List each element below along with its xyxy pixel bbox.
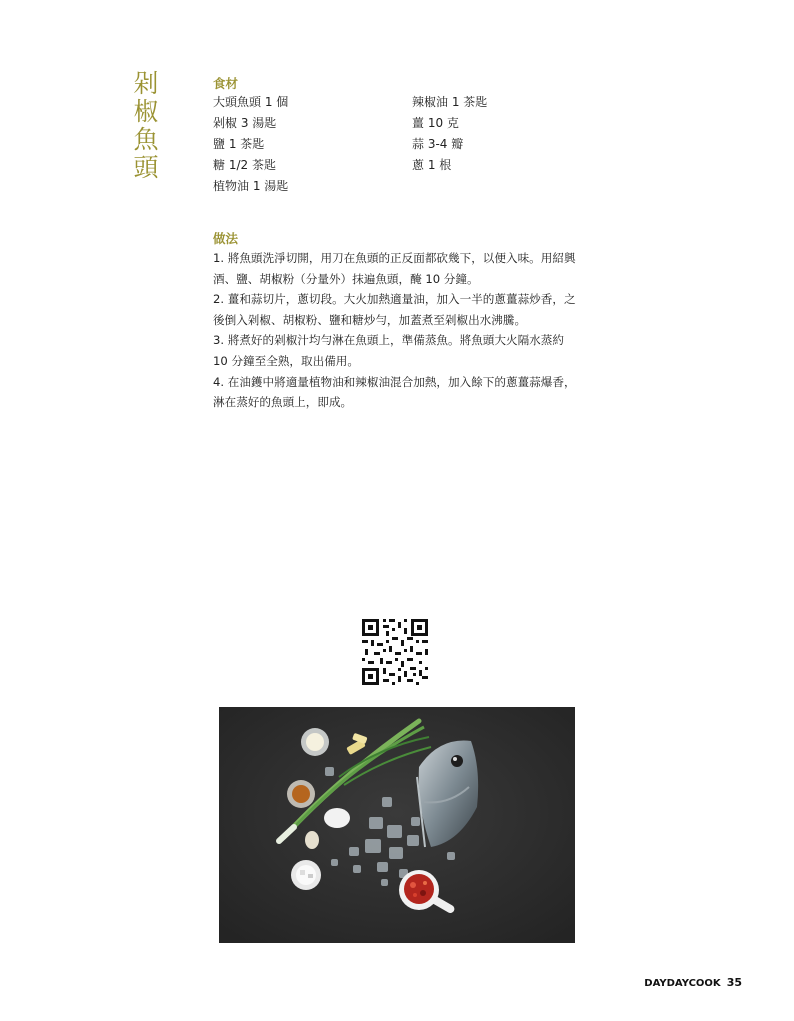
garlic-dish-icon: [291, 860, 321, 890]
ingredients-heading: 食材: [213, 76, 239, 91]
method-step: 3. 將煮好的剁椒汁均勻淋在魚頭上，準備蒸魚。將魚頭大火隔水蒸約 10 分鐘至全熟，取出備用。: [213, 333, 564, 368]
ingredients-photo-graphic: [219, 707, 575, 943]
ingredient-item: 薑 10 克: [412, 116, 459, 130]
method-heading: 做法: [213, 231, 239, 246]
title-char: 剁: [133, 69, 159, 98]
qr-code-graphic: [360, 617, 430, 687]
method-step: 1. 將魚頭洗淨切開，用刀在魚頭的正反面都砍幾下，以便入味。用紹興酒、鹽、胡椒粉（分量外）抹遍魚頭，醃 10 分鐘。: [213, 251, 576, 286]
ingredient-item: 植物油 1 湯匙: [213, 179, 289, 193]
qr-code[interactable]: [360, 617, 430, 687]
oil-glass-icon: [287, 780, 315, 808]
method-steps: [213, 248, 579, 413]
title-char: 椒: [133, 97, 159, 126]
ingredients-list-right: [412, 92, 487, 176]
method-step: 4. 在油鑊中將適量植物油和辣椒油混合加熱，加入餘下的蔥薑蒜爆香，淋在蒸好的魚頭上，即成。: [213, 374, 576, 410]
ingredient-item: 鹽 1 茶匙: [213, 137, 265, 151]
title-char: 頭: [133, 153, 159, 182]
ingredients-list-left: [213, 92, 288, 197]
wine-glass-icon: [301, 728, 329, 756]
page-footer: [644, 976, 742, 989]
ingredient-item: 蒜 3-4 瓣: [412, 137, 464, 151]
salt-pile-icon: [324, 808, 350, 828]
ingredient-item: 糖 1/2 茶匙: [213, 158, 276, 172]
ingredient-item: 辣椒油 1 茶匙: [412, 95, 488, 109]
page-number: 35: [726, 976, 742, 989]
ingredient-item: 剁椒 3 湯匙: [213, 116, 277, 130]
recipe-title: [133, 70, 159, 182]
ingredient-item: 大頭魚頭 1 個: [213, 95, 289, 109]
brand-name: DAYDAYCOOK: [644, 978, 721, 989]
ingredients-photo: [219, 707, 575, 943]
method-step: 2. 薑和蒜切片，蔥切段。大火加熱適量油，加入一半的蔥薑蒜炒香，之後倒入剁椒、胡椒粉、鹽和糖炒勻，加蓋煮至剁椒出水沸騰。: [213, 292, 576, 327]
garlic-icon: [305, 831, 319, 849]
ingredient-item: 蔥 1 根: [412, 158, 452, 172]
title-char: 魚: [133, 125, 159, 154]
